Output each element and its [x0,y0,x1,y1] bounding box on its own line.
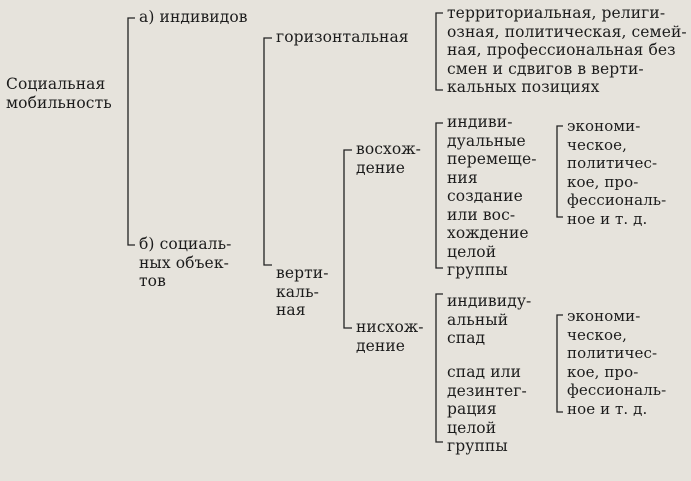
bracket-down-spheres [557,315,563,412]
down-group-text: спад или дезинтег- рация целой группы [447,363,527,455]
bracket-horizontal-detail [436,13,443,90]
bracket-down-branch [436,294,443,442]
direction-horizontal: горизонтальная [276,28,409,46]
bracket-up-branch [436,123,443,268]
bracket-direction [264,38,272,265]
object-individuals: а) индивидов [139,8,248,26]
up-branch-text: индиви- дуальные перемеще- ния создание или вос- хождение целой группы [447,113,537,279]
object-social-objects: б) социаль- ных объек- тов [139,235,232,290]
direction-vertical: верти- каль- ная [276,264,329,319]
bracket-up-spheres [557,126,563,217]
bracket-vertical-kind [344,150,352,328]
down-spheres: экономи- ческое, политичес- кое, про- фессиональ- ное и т. д. [567,307,667,418]
vertical-down: нисхож- дение [356,318,424,355]
horizontal-detail: территориальная, религи- озная, политическая, семей- ная, профессиональная без смен и сдвигов в верти- кальных позициях [447,4,687,96]
root-label: Социальная мобильность [6,75,112,112]
bracket-object [128,18,135,245]
vertical-up: восхож- дение [356,140,422,177]
down-individual-text: индивиду- альный спад [447,292,532,347]
up-spheres: экономи- ческое, политичес- кое, про- фессиональ- ное и т. д. [567,117,667,228]
